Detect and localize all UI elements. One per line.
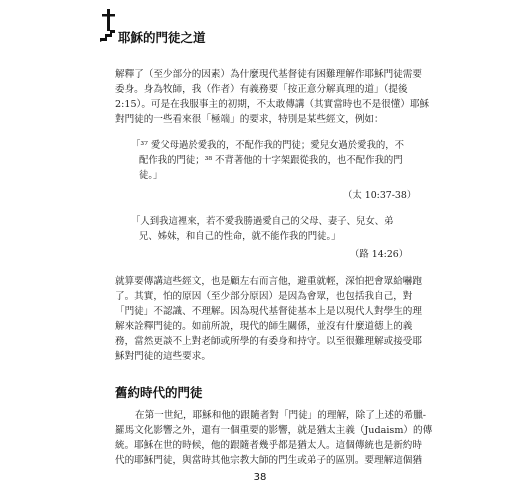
text-line: 對門徒的一些看來很「極端」的要求，特別是某些經文，例如： <box>115 114 384 125</box>
quote-line: 兄、姊妹，和自己的性命，就不能作我的門徒。」 <box>139 231 341 242</box>
text-line: 解釋了（至少部分的因素）為什麼現代基督徒有困難理解作耶穌門徒需要 <box>115 69 422 80</box>
quote-line: 「人到我這裡來，若不愛我勝過愛自己的父母、妻子、兒女、弟 <box>131 216 394 227</box>
text-line: 解來詮釋門徒的。如前所說，現代的師生關係，並沒有什麼道德上的義 <box>115 321 413 332</box>
quote-line: 配作我的門徒；³⁸ 不背著他的十字架跟從我的，也不配作我的門 <box>139 155 403 166</box>
paragraph-2 <box>115 274 422 364</box>
page-number: 38 <box>253 472 267 483</box>
text-line: 2:15）。可是在我服事主的初期，不太敢傳講（其實當時也不是很懂）耶穌 <box>115 99 430 110</box>
running-header <box>98 8 298 48</box>
text-line: 就算要傳講這些經文，也是顧左右而言他，避重就輕，深怕把會眾給嚇跑 <box>115 276 422 287</box>
block-quote-luke <box>131 214 399 244</box>
scripture-reference: （路 14:26） <box>350 249 409 260</box>
text-line: 務，當然更談不上對老師或所學的有委身和持守。以至很難理解或接受耶 <box>115 336 422 347</box>
quote-line: 「³⁷ 愛父母過於愛我的，不配作我的門徒；愛兒女過於愛我的，不 <box>131 140 404 151</box>
text-line: 了。其實，怕的原因（至少部分原因）是因為會眾，也包括我自己，對 <box>115 291 413 302</box>
text-line: 統。耶穌在世的時候，他的跟隨者幾乎都是猶太人。這個傳統也是新約時 <box>115 440 422 451</box>
quote-line: 徒。」 <box>139 170 163 181</box>
paragraph-3 <box>115 408 433 468</box>
text-line: 羅馬文化影響之外，還有一個重要的影響，就是猶太主義（Judaism）的傳 <box>115 425 433 436</box>
paragraph-1 <box>115 67 430 127</box>
text-line: 「門徒」不認識、不理解。因為現代基督徒基本上是以現代人對學生的理 <box>115 306 422 317</box>
block-quote-matthew <box>131 138 404 183</box>
text-line: 委身。身為牧師，我（作者）有義務要「按正意分解真理的道」（提後 <box>115 84 408 95</box>
text-line: 在第一世紀，耶穌和他的跟隨者對「門徒」的理解，除了上述的希臘- <box>135 410 427 421</box>
scripture-reference: （太 10:37-38） <box>343 190 417 201</box>
book-title: 耶穌的門徒之道 <box>118 30 206 45</box>
section-heading: 舊約時代的門徒 <box>115 385 203 400</box>
text-line: 穌對門徒的這些要求。 <box>115 351 211 362</box>
text-line: 代的耶穌門徒，與當時其他宗教大師的門生或弟子的區別。要理解這個猶 <box>115 455 422 466</box>
